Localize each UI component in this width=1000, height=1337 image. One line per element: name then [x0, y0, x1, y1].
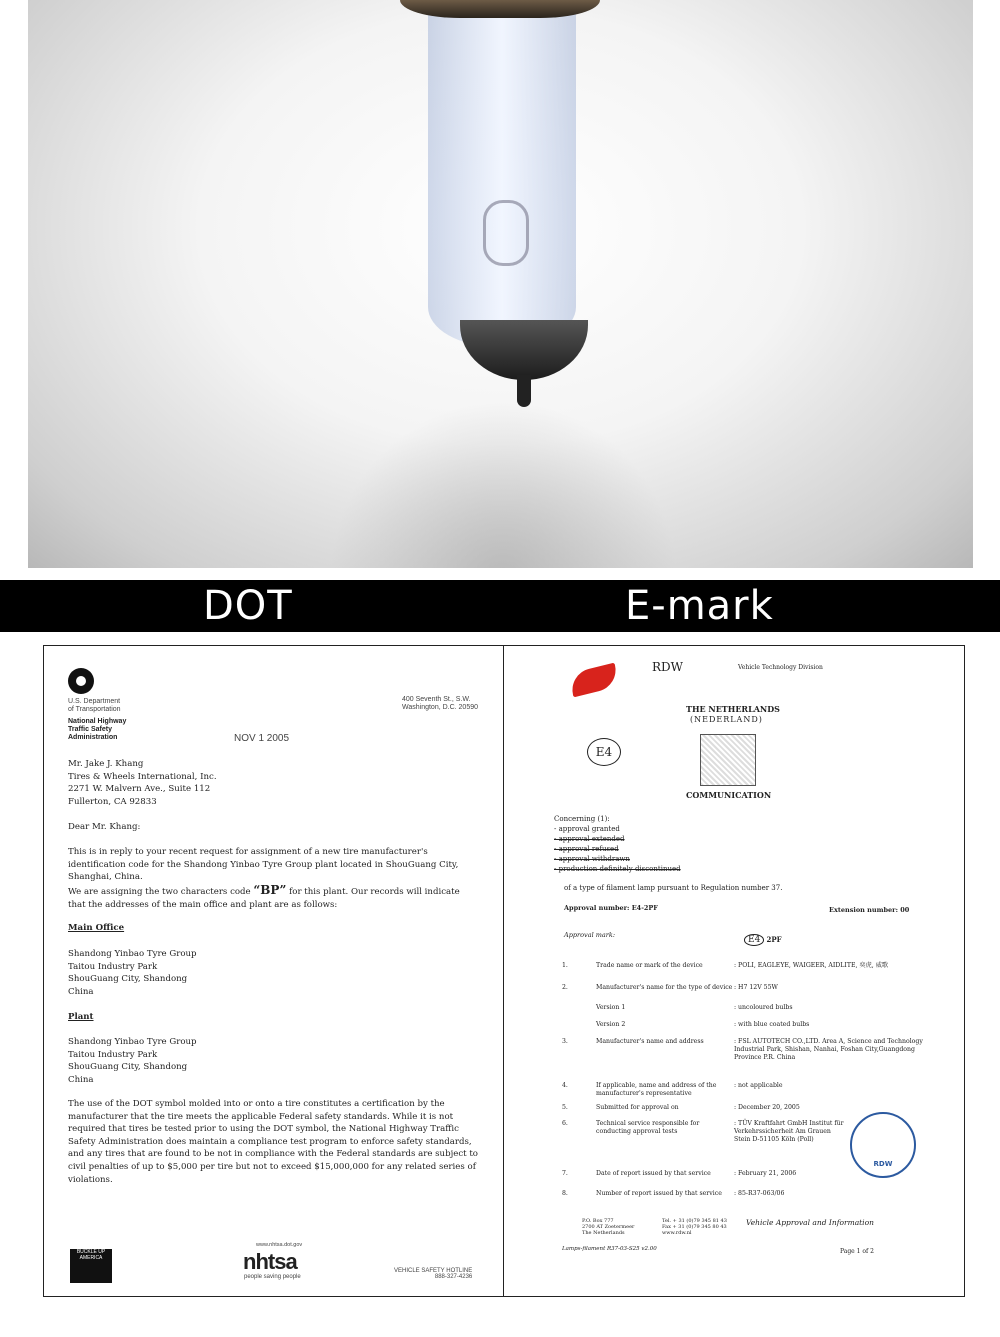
nhtsa-website: www.nhtsa.dot.gov [256, 1242, 303, 1248]
emark-certificate [503, 645, 965, 1297]
paragraph-3: The use of the DOT symbol molded into or onto a tire constitutes a certification by the manufacturer that the tire meets the applicable Federal safety standards. While it is not required that tires be tested prior to using the DOT symbol, the National Highway Traffic Safety Administration does maintain a compliance test program to enforce safety standards, and any tires that are found to be not in compliance with the Federal standards are subject to civil penalties of up to $5,000 per tire but not to exceed $15,000,000 for any related series of violations. [68, 1099, 478, 1185]
country-local: (NEDERLAND) [690, 715, 763, 724]
nhtsa-logo: nhtsa [243, 1249, 297, 1274]
dot-logo-icon [68, 668, 94, 694]
page-number: Page 1 of 2 [840, 1248, 874, 1255]
headlight-bulb-photo [28, 0, 973, 568]
communication-title: COMMUNICATION [686, 790, 772, 800]
netherlands-crest-icon [700, 734, 756, 786]
approval-mark-label: Approval mark: [564, 931, 616, 939]
rdw-feather-logo-icon [568, 663, 620, 698]
approval-item: 7. Date of report issued by that service : February 21, 2006 [562, 1170, 797, 1177]
rdw-postal-address: P.O. Box 777 2700 AT Zoetermeer The Netherlands [582, 1218, 635, 1236]
lamp-type: of a type of filament lamp pursuant to Regulation number 37. [564, 884, 783, 892]
nhtsa-tagline: people saving people [244, 1274, 301, 1280]
country: THE NETHERLANDS [686, 704, 780, 714]
salutation: Dear Mr. Khang: [68, 822, 141, 832]
approval-number: Approval number: E4-2PF [564, 904, 658, 912]
concerning-block: Concerning (1): - approval granted - approval extended - approval refused - approval withdrawn - production definitely discontinued [554, 815, 681, 873]
extension-number: Extension number: 00 [829, 906, 910, 914]
plant-address: Shandong Yinbao Tyre Group Taitou Industry Park ShouGuang City, Shandong China [68, 1037, 197, 1085]
agency-address: 400 Seventh St., S.W. Washington, D.C. 20590 [402, 696, 479, 711]
rdw-footer-title: Vehicle Approval and Information [746, 1218, 874, 1227]
e4-mark: E4 [587, 738, 621, 766]
paragraph-2: We are assigning the two characters code “BP” for this plant. Our records will indicate that the addresses of the main office and plant are as follows: [68, 883, 460, 910]
nhtsa-name: National Highway Traffic Safety Administration [68, 718, 127, 741]
letter-date: NOV 1 2005 [234, 733, 290, 744]
rdw-contact: Tel. + 31 (0)79 345 81 43 Fax + 31 (0)79 345 80 43 www.rdw.nl [662, 1218, 727, 1236]
plant-heading: Plant [68, 1012, 94, 1022]
bulb-base [460, 320, 588, 380]
dot-label: DOT [203, 583, 293, 629]
bulb-filament [483, 200, 529, 266]
approval-item: 2. Manufacturer's name for the type of device : H7 12V 55W [562, 984, 778, 991]
recipient-address: Mr. Jake J. Khang Tires & Wheels International, Inc. 2271 W. Malvern Ave., Suite 112 Fullerton, CA 92833 [68, 759, 217, 807]
approval-item: 4. If applicable, name and address of the manufacturer's representative : not applicable [562, 1082, 783, 1097]
agency-name: U.S. Department of Transportation [68, 698, 121, 713]
safety-hotline: VEHICLE SAFETY HOTLINE 888-327-4236 [394, 1268, 473, 1280]
rdw-name: RDW [652, 660, 683, 674]
approval-item: Version 2 : with blue coated bulbs [596, 1021, 810, 1028]
main-office-heading: Main Office [68, 923, 125, 933]
bulb-shadow [328, 400, 678, 568]
approval-mark: E4 2PF [744, 935, 782, 945]
rdw-approval-stamp: RDW [850, 1112, 916, 1178]
form-reference: Lamps-filament R37-03-S25 v2.00 [562, 1246, 657, 1252]
bulb-tip [517, 375, 531, 407]
approval-item: 1. Trade name or mark of the device : POLI, EAGLEYE, WAIGEER, AIDLITE, 奕虎, 威歌 [562, 962, 889, 969]
assigned-code: “BP” [253, 883, 287, 897]
approval-item: 5. Submitted for approval on : December 20, 2005 [562, 1104, 800, 1111]
bulb-glass [428, 12, 576, 347]
paragraph-1: This is in reply to your recent request for assignment of a new tire manufacturer's identification code for the Shandong Yinbao Tyre Group plant located in ShouGuang City, Shanghai, China. [68, 847, 459, 883]
emark-label: E-mark [625, 583, 774, 629]
approval-item: 6. Technical service responsible for conducting approval tests : TÜV Kraftfahrt GmbH Institut für Verkehrssicherheit Am Grauen Stein D-51105 Köln (Poll) [562, 1120, 844, 1143]
approval-item: 3. Manufacturer's name and address : FSL AUTOTECH CO.,LTD. Area A, Science and Technology Industrial Park, Shishan, Nanhai, Foshan City,Guangdong Province P.R. China [562, 1038, 923, 1061]
main-office-address: Shandong Yinbao Tyre Group Taitou Industry Park ShouGuang City, Shandong China [68, 949, 197, 997]
buckle-up-america-logo: BUCKLE UP AMERICA [70, 1249, 112, 1283]
bulb-cap [400, 0, 600, 18]
division: Vehicle Technology Division [738, 664, 823, 671]
dot-approval-letter [43, 645, 504, 1297]
approval-item: 8. Number of report issued by that service : 85-R37-063/06 [562, 1190, 785, 1197]
certification-banner [0, 580, 1000, 632]
approval-item: Version 1 : uncoloured bulbs [596, 1004, 793, 1011]
